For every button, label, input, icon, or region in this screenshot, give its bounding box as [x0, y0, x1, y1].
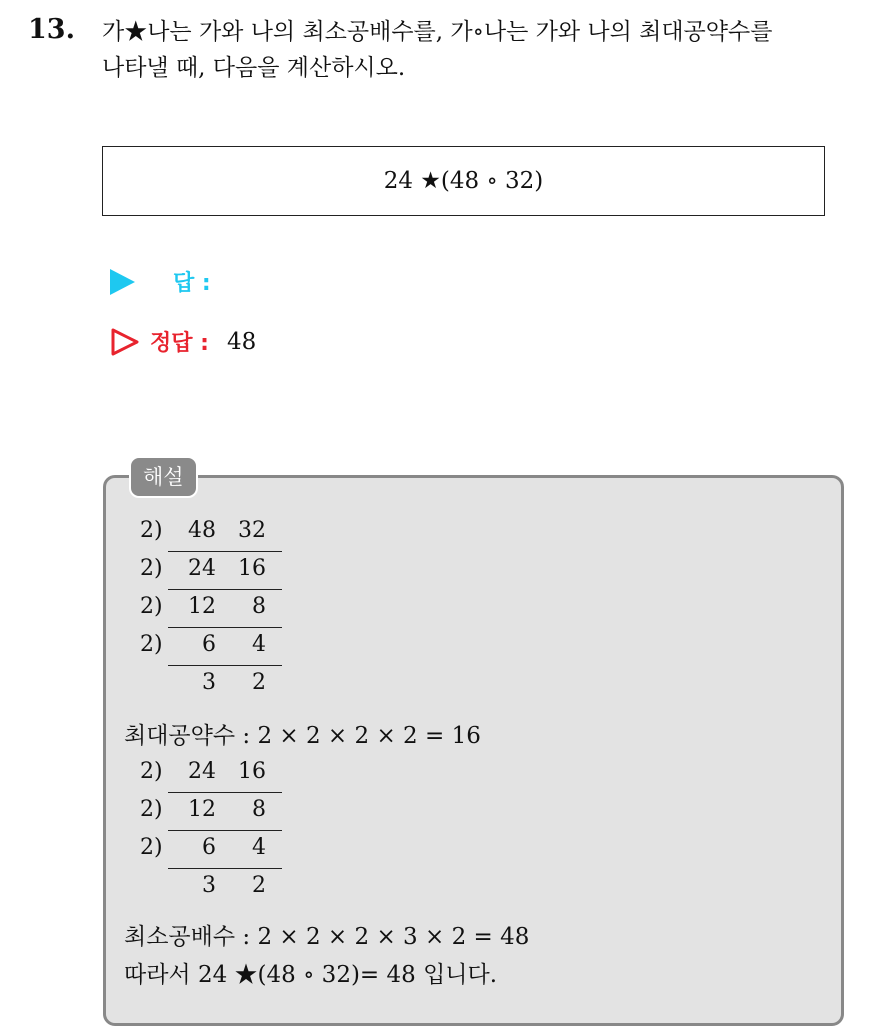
- division-value-b: 4: [252, 835, 266, 860]
- question-line-1: 가★나는 가와 나의 최소공배수를, 가∘나는 가와 나의 최대공약수를: [102, 19, 773, 45]
- division-value-b: 32: [238, 518, 266, 543]
- division-value-a: 12: [188, 594, 216, 619]
- lcm-result: 최소공배수 : 2 × 2 × 2 × 3 × 2 = 48: [124, 924, 530, 950]
- division-value-a: 3: [202, 670, 216, 695]
- expression-box: [102, 146, 825, 216]
- division-value-b: 8: [252, 797, 266, 822]
- answer-row: [110, 266, 229, 297]
- division-value-b: 8: [252, 594, 266, 619]
- answer-label: 답 :: [173, 271, 211, 296]
- division-value-b: 2: [252, 670, 266, 695]
- division-value-a: 3: [202, 873, 216, 898]
- outline-triangle-icon: [110, 327, 140, 357]
- correct-answer-label: 정답 :: [150, 331, 209, 356]
- division-value-b: 4: [252, 632, 266, 657]
- question-text: [102, 14, 872, 86]
- play-triangle-icon: [110, 269, 135, 295]
- division-value-a: 6: [202, 632, 216, 657]
- division-divisor: 2): [140, 797, 163, 822]
- gcd-result: 최대공약수 : 2 × 2 × 2 × 2 = 16: [124, 723, 481, 749]
- question-number: 13.: [28, 14, 75, 45]
- division-value-b: 2: [252, 873, 266, 898]
- division-divisor: 2): [140, 632, 163, 657]
- division-divisor: 2): [140, 594, 163, 619]
- division-value-a: 12: [188, 797, 216, 822]
- question-line-2: 나타낼 때, 다음을 계산하시오.: [102, 55, 406, 81]
- division-divisor: 2): [140, 518, 163, 543]
- division-value-a: 6: [202, 835, 216, 860]
- division-value-b: 16: [238, 759, 266, 784]
- division-divisor: 2): [140, 556, 163, 581]
- division-value-a: 24: [188, 556, 216, 581]
- division-value-b: 16: [238, 556, 266, 581]
- expression-text: 24 ★(48 ∘ 32): [383, 168, 544, 194]
- division-divisor: 2): [140, 835, 163, 860]
- division-value-a: 24: [188, 759, 216, 784]
- solution-tab: 해설: [129, 456, 198, 498]
- correct-answer-value: 48: [226, 328, 257, 355]
- conclusion: 따라서 24 ★(48 ∘ 32)= 48 입니다.: [124, 962, 498, 988]
- division-divisor: 2): [140, 759, 163, 784]
- correct-answer-row: [110, 326, 256, 357]
- division-value-a: 48: [188, 518, 216, 543]
